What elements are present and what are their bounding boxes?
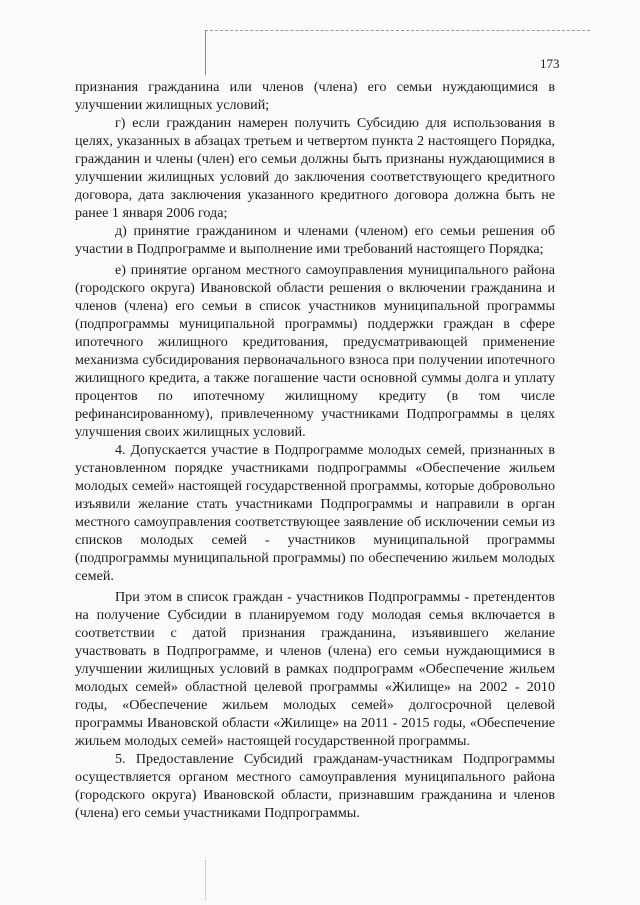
paragraph-section-4: 4. Допускается участие в Подпрограмме молодых семей, признанных в установленном порядке участниками подпрограммы «Обеспечение жильем молодых семей» настоящей государственной программы, которые добровольно изъявили желание стать участниками Подпрограммы и направили в орган местного самоуправления соответствующее заявление об исключении семьи из списков молодых семей - участников муниципальной программы (подпрограммы муниципальной программы) по обеспечению жильем молодых семей. — [75, 442, 555, 584]
page-number: 173 — [540, 56, 560, 71]
paragraph-section-4-continued: При этом в список граждан - участников Подпрограммы - претендентов на получение Субсидии в планируемом году молодая семья включается в соответствии с датой признания гражданина, изъявившего желание участвовать в Подпрограмме, и членов (члена) его семьи нуждающимися в улучшении жилищных условий в рамках подпрограмм «Обеспечение жильем молодых семей» областной целевой программы «Жилище» на 2002 - 2010 годы, «Обеспечение жильем молодых семей» долгосрочной целевой программы Ивановской области «Жилище» на 2011 - 2015 годы, «Обеспечение жильем молодых семей» настоящей государственной программы. — [75, 589, 555, 749]
paragraph-item-e: е) принятие органом местного самоуправления муниципального района (городского округа) Ивановской области решения о включении гражданина и членов (члена) его семьи в список участников муниципальной программы (подпрограммы муниципальной программы) поддержки граждан в сфере ипотечного жилищного кредитования, предусматривающей применение механизма субсидирования первоначального взноса при получении ипотечного жилищного кредита, а также погашение части основной суммы долга и уплату процентов по ипотечному жилищному кредиту (в том числе рефинансированному), привлеченному участниками Подпрограммы в целях улучшения своих жилищных условий. — [75, 262, 555, 440]
scan-artifact-tick — [205, 30, 206, 75]
paragraph-item-d: д) принятие гражданином и членами (членом) его семьи решения об участии в Подпрограмме и выполнение ими требований настоящего Порядка; — [75, 223, 555, 257]
document-body — [75, 78, 555, 822]
scan-artifact-line — [205, 30, 590, 31]
paragraph-continuation: признания гражданина или членов (члена) его семьи нуждающимися в улучшении жилищных условий; — [75, 79, 555, 113]
paragraph-item-g: г) если гражданин намерен получить Субсидию для использования в целях, указанных в абзацах третьем и четвертом пункта 2 настоящего Порядка, гражданин и члены (член) его семьи должны быть признаны нуждающимися в улучшении жилищных условий до заключения соответствующего кредитного договора, дата заключения указанного кредитного договора должна быть не ранее 1 января 2006 года; — [75, 115, 555, 221]
scan-artifact-tick-bottom — [205, 860, 206, 900]
paragraph-section-5: 5. Предоставление Субсидий гражданам-участникам Подпрограммы осуществляется органом местного самоуправления муниципального района (городского округа) Ивановской области, признавшим гражданина и членов (члена) его семьи участниками Подпрограммы. — [75, 751, 555, 821]
